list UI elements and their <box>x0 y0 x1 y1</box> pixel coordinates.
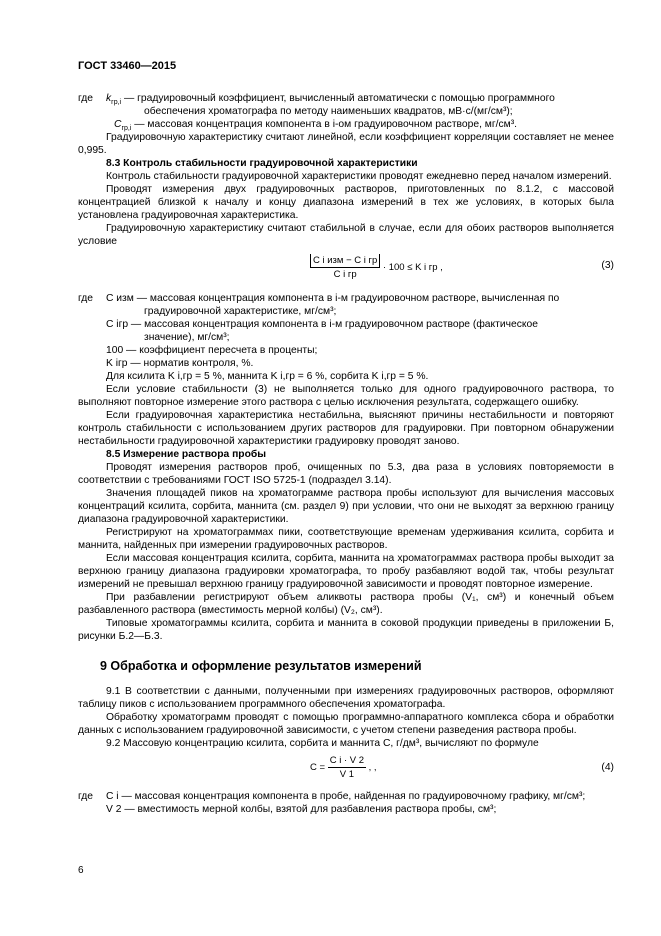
sec85-p2: Значения площадей пиков на хроматограмме раствора пробы используют для вычисления массовых концентраций ксилита, сорбита, маннита (см. раздел 9) при условии, что они не выходят за верхнюю границу диапазона градуировочной характеристики. <box>78 488 614 525</box>
def-c-izm: C изм — массовая концентрация компонента в i-м градуировочном растворе, вычисленная по <box>106 293 560 304</box>
where-label-2: где <box>78 293 94 304</box>
document-page <box>78 60 614 816</box>
def-v2: V 2 — вместимость мерной колбы, взятой для разбавления раствора пробы, см³; <box>106 804 497 815</box>
sec85-p3: Регистрируют на хроматограммах пики, соответствующие временам удерживания ксилита, сорбита и маннита, найденных при измерении градуировочных растворов. <box>78 527 614 551</box>
k-definition-cont: обеспечения хроматографа по методу наименьших квадратов, мВ·с/(мг/см³); <box>144 106 513 117</box>
def-ci: C i — массовая концентрация компонента в пробе, найденная по градуировочному графику, мг/см³; <box>106 791 586 802</box>
section-8-5-heading: 8.5 Измерение раствора пробы <box>106 449 267 460</box>
def-c-gr-cont: значение), мг/см³; <box>144 332 230 343</box>
c-definition: — массовая концентрация компонента в i-ом градуировочном растворе, мг/см³. <box>131 119 518 130</box>
formula-3-numerator: C i изм − C i гр <box>310 254 380 268</box>
sec85-p4: Если массовая концентрация ксилита, сорбита, маннита на хроматограммах раствора пробы выходит за верхнюю границу диапазона градуировки хроматографа, то пробу разбавляют водой так, чтобы результат измерений не превышал верхнюю границу градуировочной зависимости и проводят повторное измерение. <box>78 553 614 590</box>
def-norms: Для ксилита K i,гр = 5 %, маннита K i,гр = 6 %, сорбита K i,гр = 5 %. <box>106 371 429 382</box>
sec85-p5: При разбавлении регистрируют объем аликвоты раствора пробы (V₁, см³) и конечный объем разбавленного раствора (вместимость мерной колбы) (V₂, см³). <box>78 592 614 616</box>
k-symbol: k <box>106 93 112 104</box>
sec9-p2: Обработку хроматограмм проводят с помощью программно-аппаратного комплекса сбора и обработки данных с использованием градуировочной зависимости, с учетом степени разведения раствора пробы. <box>78 712 614 736</box>
c-symbol: C <box>114 119 122 130</box>
def-100: 100 — коэффициент пересчета в проценты; <box>106 345 318 356</box>
definitions-4 <box>78 790 614 803</box>
formula-4-lhs: C = <box>310 762 326 774</box>
k-subscript: гр,i <box>111 99 122 107</box>
formula-4 <box>78 752 614 786</box>
where-label-3: где <box>78 791 94 802</box>
linearity-paragraph: Градуировочную характеристику считают линейной, если коэффициент корреляции составляет не менее 0,995. <box>78 132 614 156</box>
sec83-p1: Контроль стабильности градуировочной характеристики проводят ежедневно перед началом измерений. <box>106 171 612 182</box>
document-header: ГОСТ 33460—2015 <box>78 60 177 72</box>
section-8-3-heading: 8.3 Контроль стабильности градуировочной характеристики <box>106 158 418 169</box>
sec9-p1: 9.1 В соответствии с данными, полученными при измерениях градуировочных растворов, оформляют таблицу пиков с использованием программного обеспечения хроматографа. <box>78 686 614 710</box>
definition-k <box>78 92 614 105</box>
equation-number-3: (3) <box>601 260 614 271</box>
sec83-p5: Если градуировочная характеристика нестабильна, выясняют причины нестабильности и повторяют контроль стабильности с использованием других растворов для градуировки. При повторном обнаружении нестабильности градуировочной характеристики градуировку проводят заново. <box>78 410 614 447</box>
sec9-p3: 9.2 Массовую концентрацию ксилита, сорбита и маннита C, г/дм³, вычисляют по формуле <box>106 738 539 749</box>
formula-3-denominator: C i гр <box>333 269 357 280</box>
sec83-p4: Если условие стабильности (3) не выполняется только для одного градуировочного раствора, то выполняют повторное измерение этого раствора с целью исключения результата, содержащего ошибку. <box>78 384 614 408</box>
sec83-p2: Проводят измерения двух градуировочных растворов, приготовленных по 8.1.2, с массовой концентрацией близкой к началу и концу диапазона измерений в тех же условиях, в которых была установлена градуировочная характеристика. <box>78 184 614 221</box>
definition-c <box>78 118 614 131</box>
def-c-gr: C iгр — массовая концентрация компонента в i-м градуировочном растворе (фактическое <box>106 319 538 330</box>
page-number: 6 <box>78 865 84 876</box>
formula-4-tail: , , <box>368 762 377 774</box>
where-label: где <box>78 93 94 104</box>
sec85-p1: Проводят измерения растворов проб, очищенных по 5.3, два раза в условиях повторяемости в соответствии с требованиями ГОСТ ISO 5725-1 (подраздел 3.14). <box>78 462 614 486</box>
equation-number-4: (4) <box>601 762 614 773</box>
formula-3 <box>78 250 614 288</box>
def-k-gr: K iгр — норматив контроля, %. <box>106 358 254 369</box>
def-c-izm-cont: градуировочной характеристике, мг/см³; <box>144 306 337 317</box>
k-definition: — градуировочный коэффициент, вычисленный автоматически с помощью программного <box>121 93 555 104</box>
formula-3-rest: · 100 ≤ K i гр , <box>382 262 443 274</box>
definitions-3 <box>78 292 614 305</box>
sec85-p6: Типовые хроматограммы ксилита, сорбита и маннита в соковой продукции приведены в приложении Б, рисунки Б.2—Б.3. <box>78 618 614 642</box>
sec83-p3: Градуировочную характеристику считают стабильной в случае, если для обоих растворов выполняется условие <box>78 223 614 247</box>
section-9-heading: 9 Обработка и оформление результатов измерений <box>100 659 422 673</box>
formula-4-denominator: V 1 <box>339 769 354 780</box>
c-subscript: гр,i <box>121 125 132 133</box>
formula-4-numerator: C i · V 2 <box>329 755 365 766</box>
